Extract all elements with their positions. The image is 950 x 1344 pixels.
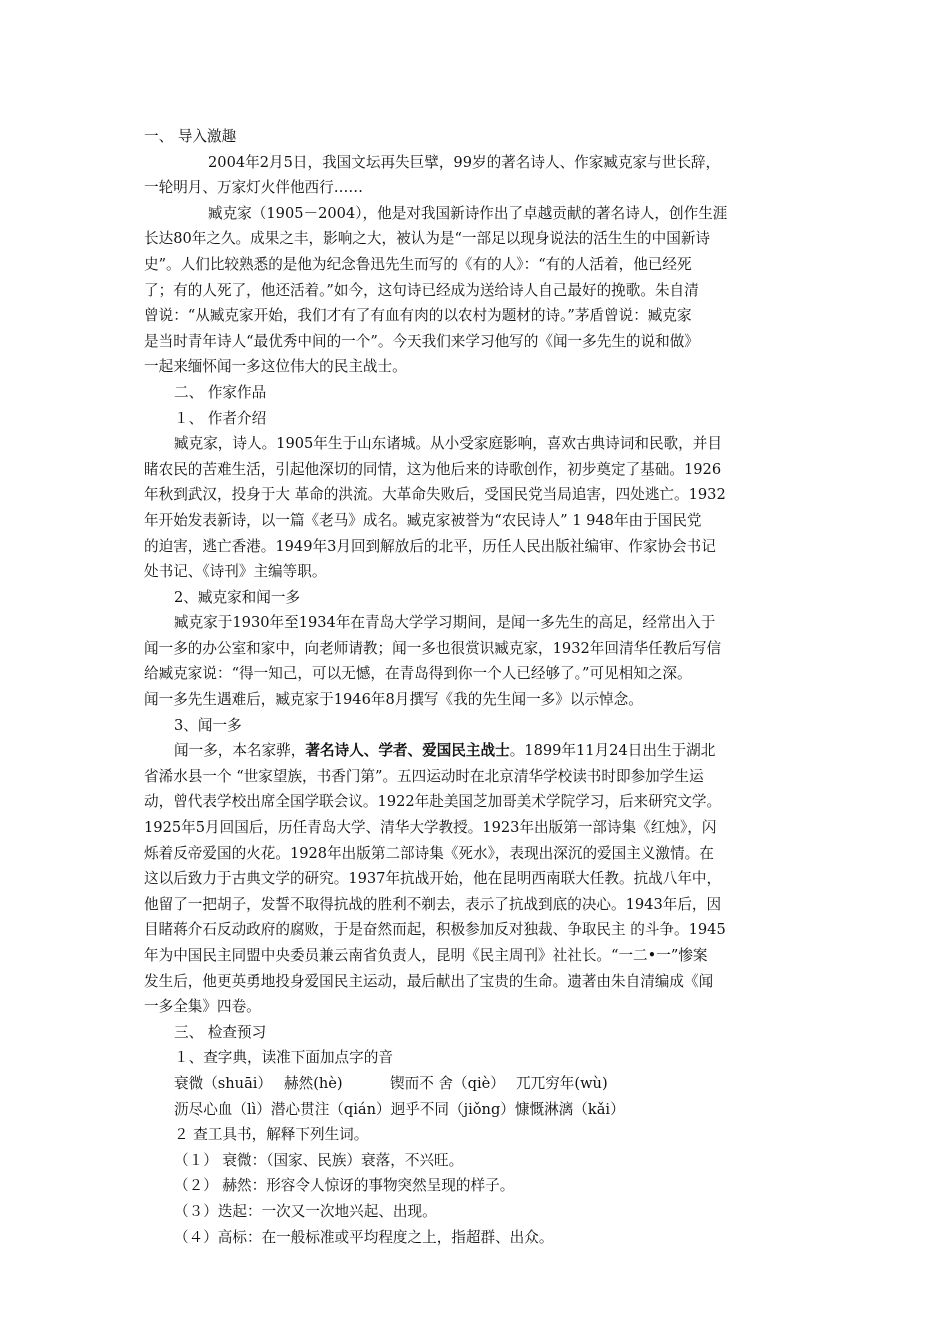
text-span: 闻一多，本名家骅， [174,742,306,760]
paragraph-line: 一多全集》四卷。 [144,998,261,1016]
definition-item: （４）高标：在一般标准或平均程度之上，指超群、出众。 [174,1228,554,1246]
section-3-title: 三、 检查预习 [174,1023,267,1041]
paragraph-line: 目睹蒋介石反动政府的腐败，于是奋然而起，积极参加反对独裁、争取民主 的斗争。1945 [144,921,726,939]
paragraph-line: 给臧克家说：“得一知己，可以无憾，在青岛得到你一个人已经够了。”可见相知之深。 [144,665,692,683]
definition-item: （１） 衰微：（国家、民族）衰落，不兴旺。 [174,1151,464,1169]
pinyin-item: 兀兀穷年(wù) [516,1074,608,1092]
section-1-title: 一、 导入激趣 [144,128,237,145]
paragraph-line: 年开始发表新诗，以一篇《老马》成名。臧克家被誉为“农民诗人” 1 948年由于国民党 [144,511,702,529]
pinyin-item: 赫然(hè) [284,1074,343,1092]
paragraph-line: 一起来缅怀闻一多这位伟大的民主战士。 [144,358,407,376]
subsection-title: 3、闻一多 [174,716,242,734]
section-2-title: 二、 作家作品 [174,383,267,401]
pinyin-row [144,1097,812,1123]
emphasis-text: 著名诗人、学者、爱国民主战士 [305,742,510,760]
paragraph-line: 臧克家于1930年至1934年在青岛大学学习期间，是闻一多先生的高足，经常出入于 [174,614,716,632]
paragraph-line: 长达80年之久。成果之丰，影响之大，被认为是“一部足以现身说法的活生生的中国新诗 [144,230,711,248]
definition-item: （３）迭起：一次又一次地兴起、出现。 [174,1202,437,1220]
paragraph-line: 曾说：“从臧克家开始，我们才有了有血有肉的以农村为题材的诗。”茅盾曾说：臧克家 [144,307,692,325]
subsection-title: １、查字典，读准下面加点字的音 [174,1049,393,1067]
subsection-title: ２ 查工具书，解释下列生词。 [174,1126,369,1144]
paragraph-line: 烁着反帝爱国的火花。1928年出版第二部诗集《死水》，表现出深沉的爱国主义激情。在 [144,844,714,862]
paragraph-line: 史”。人们比较熟悉的是他为纪念鲁迅先生而写的《有的人》：“有的人活着，他已经死 [144,255,692,273]
paragraph-line: 臧克家（1905－2004），他是对我国新诗作出了卓越贡献的著名诗人，创作生涯 [208,204,728,222]
paragraph-line: 闻一多的办公室和家中，向老师请教；闻一多也很赏识臧克家，1932年回清华任教后写信 [144,639,722,657]
subsection-title: １、 作者介绍 [174,409,267,427]
pinyin-item: 锲而不 舍（qiè） [390,1074,505,1092]
paragraph-line: 年为中国民主同盟中央委员兼云南省负责人，昆明《民主周刊》社社长。“一二•一”惨案 [144,947,708,964]
paragraph-line: 的迫害，逃亡香港。1949年3月回到解放后的北平，历任人民出版社编审、作家协会书记 [144,537,716,555]
paragraph-line: 了；有的人死了，他还活着。”如今，这句诗已经成为送给诗人自己最好的挽歌。朱自清 [144,281,699,299]
pinyin-item: 迥乎不同（jiǒng） [390,1100,515,1118]
paragraph-line: 睹农民的苦难生活，引起他深切的同情，这为他后来的诗歌创作，初步奠定了基础。1926 [144,460,722,478]
pinyin-item: 慷慨淋漓（kǎi） [514,1100,625,1118]
paragraph-line: 臧克家，诗人。1905年生于山东诸城。从小受家庭影响，喜欢古典诗词和民歌，并目 [174,435,722,453]
paragraph-line: 他留了一把胡子，发誓不取得抗战的胜利不剃去，表示了抗战到底的决心。1943年后，因 [144,895,722,913]
paragraph-line: 是当时青年诗人“最优秀中间的一个”。今天我们来学习他写的《闻一多先生的说和做》 [144,332,699,350]
pinyin-item: 衰微（shuāi） [174,1074,273,1092]
pinyin-item: 沥尽心血（lì） [174,1100,271,1118]
paragraph-line: 处书记、《诗刊》主编等职。 [144,563,327,581]
paragraph-line: 这以后致力于古典文学的研究。1937年抗战开始，他在昆明西南联大任教。抗战八年中， [144,870,722,888]
paragraph-line: 闻一多先生遇难后，臧克家于1946年8月撰写《我的先生闻一多》以示悼念。 [144,691,643,709]
paragraph-line [144,738,812,764]
paragraph-line: 1925年5月回国后，历任青岛大学、清华大学教授。1923年出版第一部诗集《红烛》，闪 [144,819,717,837]
pinyin-row [144,1071,812,1097]
paragraph-line: 省浠水县一个 “世家望族，书香门第”。五四运动时在北京清华学校读书时即参加学生运 [144,767,704,785]
paragraph-line: 年秋到武汉，投身于大 革命的洪流。大革命失败后，受国民党当局追害，四处逃亡。1932 [144,486,726,504]
subsection-title: 2、臧克家和闻一多 [174,588,301,606]
paragraph-line: 2004年2月5日，我国文坛再失巨擘，99岁的著名诗人、作家臧克家与世长辞， [208,153,721,171]
paragraph-line: 一轮明月、万家灯火伴他西行…… [144,179,363,197]
paragraph-line: 动，曾代表学校出席全国学联会议。1922年赴美国芝加哥美术学院学习，后来研究文学。 [144,793,722,811]
document-page [144,124,812,1250]
definition-item: （２） 赫然：形容令人惊讶的事物突然呈现的样子。 [174,1177,515,1195]
text-span: 。1899年11月24日出生于湖北 [509,742,716,760]
pinyin-item: 潜心贯注（qián） [270,1100,391,1118]
paragraph-line: 发生后，他更英勇地投身爱国民主运动，最后献出了宝贵的生命。遗著由朱自清编成《闻 [144,972,714,990]
